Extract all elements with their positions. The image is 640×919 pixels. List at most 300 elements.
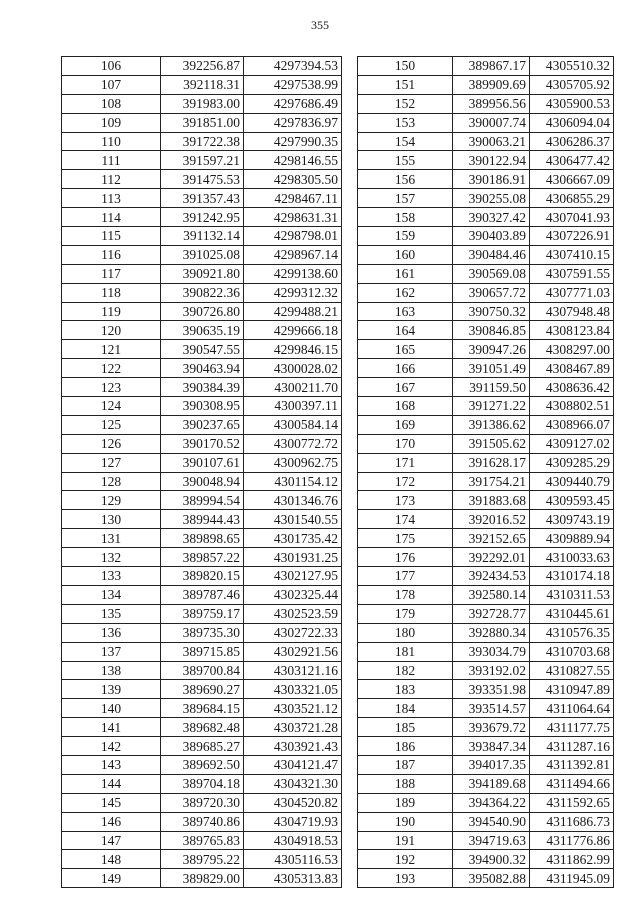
x-coordinate: 392152.65 <box>453 529 530 548</box>
table-row <box>62 831 342 850</box>
point-number: 124 <box>62 397 161 416</box>
point-number: 127 <box>62 453 161 472</box>
y-coordinate: 4311862.99 <box>530 850 614 869</box>
x-coordinate: 390237.65 <box>161 415 244 434</box>
point-number: 140 <box>62 699 161 718</box>
x-coordinate: 390007.74 <box>453 113 530 132</box>
point-number: 174 <box>358 510 453 529</box>
x-coordinate: 392256.87 <box>161 57 244 76</box>
x-coordinate: 389994.54 <box>161 491 244 510</box>
table-row <box>62 245 342 264</box>
table-row <box>358 604 614 623</box>
table-row <box>358 151 614 170</box>
y-coordinate: 4297836.97 <box>244 113 342 132</box>
table-row <box>358 170 614 189</box>
table-row <box>358 699 614 718</box>
x-coordinate: 389692.50 <box>161 755 244 774</box>
y-coordinate: 4305900.53 <box>530 94 614 113</box>
y-coordinate: 4303121.16 <box>244 661 342 680</box>
x-coordinate: 392880.34 <box>453 623 530 642</box>
table-row <box>62 812 342 831</box>
x-coordinate: 391475.53 <box>161 170 244 189</box>
table-row <box>358 718 614 737</box>
x-coordinate: 391628.17 <box>453 453 530 472</box>
x-coordinate: 389820.15 <box>161 567 244 586</box>
point-number: 107 <box>62 75 161 94</box>
table-row <box>358 283 614 302</box>
x-coordinate: 390308.95 <box>161 397 244 416</box>
point-number: 157 <box>358 189 453 208</box>
x-coordinate: 389715.85 <box>161 642 244 661</box>
table-row <box>358 208 614 227</box>
table-row <box>358 378 614 397</box>
point-number: 175 <box>358 529 453 548</box>
x-coordinate: 390463.94 <box>161 359 244 378</box>
point-number: 181 <box>358 642 453 661</box>
point-number: 159 <box>358 227 453 246</box>
point-number: 115 <box>62 227 161 246</box>
x-coordinate: 389944.43 <box>161 510 244 529</box>
y-coordinate: 4308802.51 <box>530 397 614 416</box>
y-coordinate: 4301346.76 <box>244 491 342 510</box>
table-row <box>358 227 614 246</box>
table-row <box>358 755 614 774</box>
point-number: 126 <box>62 434 161 453</box>
x-coordinate: 391051.49 <box>453 359 530 378</box>
x-coordinate: 394900.32 <box>453 850 530 869</box>
x-coordinate: 390403.89 <box>453 227 530 246</box>
table-row <box>358 453 614 472</box>
y-coordinate: 4302523.59 <box>244 604 342 623</box>
y-coordinate: 4305705.92 <box>530 75 614 94</box>
x-coordinate: 389857.22 <box>161 548 244 567</box>
x-coordinate: 389759.17 <box>161 604 244 623</box>
y-coordinate: 4299666.18 <box>244 321 342 340</box>
x-coordinate: 389867.17 <box>453 57 530 76</box>
x-coordinate: 391505.62 <box>453 434 530 453</box>
table-row <box>62 642 342 661</box>
x-coordinate: 390569.08 <box>453 264 530 283</box>
point-number: 143 <box>62 755 161 774</box>
table-row <box>62 755 342 774</box>
point-number: 130 <box>62 510 161 529</box>
point-number: 122 <box>62 359 161 378</box>
point-number: 112 <box>62 170 161 189</box>
y-coordinate: 4309593.45 <box>530 491 614 510</box>
x-coordinate: 389795.22 <box>161 850 244 869</box>
x-coordinate: 390255.08 <box>453 189 530 208</box>
x-coordinate: 389700.84 <box>161 661 244 680</box>
table-row <box>62 680 342 699</box>
x-coordinate: 390822.36 <box>161 283 244 302</box>
point-number: 117 <box>62 264 161 283</box>
table-row <box>62 75 342 94</box>
point-number: 147 <box>62 831 161 850</box>
point-number: 110 <box>62 132 161 151</box>
point-number: 144 <box>62 774 161 793</box>
x-coordinate: 391357.43 <box>161 189 244 208</box>
y-coordinate: 4306855.29 <box>530 189 614 208</box>
table-row <box>62 453 342 472</box>
x-coordinate: 394540.90 <box>453 812 530 831</box>
y-coordinate: 4302127.95 <box>244 567 342 586</box>
y-coordinate: 4308636.42 <box>530 378 614 397</box>
x-coordinate: 392434.53 <box>453 567 530 586</box>
y-coordinate: 4311592.65 <box>530 793 614 812</box>
x-coordinate: 393351.98 <box>453 680 530 699</box>
y-coordinate: 4311287.16 <box>530 737 614 756</box>
x-coordinate: 389735.30 <box>161 623 244 642</box>
point-number: 168 <box>358 397 453 416</box>
x-coordinate: 390384.39 <box>161 378 244 397</box>
table-row <box>358 793 614 812</box>
table-row <box>62 604 342 623</box>
point-number: 186 <box>358 737 453 756</box>
x-coordinate: 394017.35 <box>453 755 530 774</box>
x-coordinate: 390846.85 <box>453 321 530 340</box>
y-coordinate: 4308467.89 <box>530 359 614 378</box>
table-row <box>358 585 614 604</box>
table-row <box>62 283 342 302</box>
table-row <box>62 661 342 680</box>
y-coordinate: 4307226.91 <box>530 227 614 246</box>
y-coordinate: 4308966.07 <box>530 415 614 434</box>
point-number: 163 <box>358 302 453 321</box>
point-number: 176 <box>358 548 453 567</box>
x-coordinate: 394364.22 <box>453 793 530 812</box>
table-row <box>62 359 342 378</box>
point-number: 111 <box>62 151 161 170</box>
point-number: 162 <box>358 283 453 302</box>
y-coordinate: 4305116.53 <box>244 850 342 869</box>
table-row <box>62 472 342 491</box>
y-coordinate: 4310174.18 <box>530 567 614 586</box>
y-coordinate: 4306094.04 <box>530 113 614 132</box>
table-row <box>358 529 614 548</box>
x-coordinate: 391386.62 <box>453 415 530 434</box>
table-row <box>358 548 614 567</box>
point-number: 187 <box>358 755 453 774</box>
y-coordinate: 4307410.15 <box>530 245 614 264</box>
point-number: 152 <box>358 94 453 113</box>
x-coordinate: 389685.27 <box>161 737 244 756</box>
point-number: 190 <box>358 812 453 831</box>
table-row <box>358 75 614 94</box>
table-row <box>62 321 342 340</box>
x-coordinate: 390122.94 <box>453 151 530 170</box>
point-number: 113 <box>62 189 161 208</box>
table-row <box>62 151 342 170</box>
x-coordinate: 393679.72 <box>453 718 530 737</box>
point-number: 153 <box>358 113 453 132</box>
point-number: 116 <box>62 245 161 264</box>
x-coordinate: 391754.21 <box>453 472 530 491</box>
table-row <box>358 831 614 850</box>
table-row <box>358 472 614 491</box>
point-number: 177 <box>358 567 453 586</box>
table-row <box>62 434 342 453</box>
y-coordinate: 4306477.42 <box>530 151 614 170</box>
y-coordinate: 4302921.56 <box>244 642 342 661</box>
point-number: 180 <box>358 623 453 642</box>
x-coordinate: 390327.42 <box>453 208 530 227</box>
x-coordinate: 390107.61 <box>161 453 244 472</box>
table-row <box>358 680 614 699</box>
y-coordinate: 4307771.03 <box>530 283 614 302</box>
table-row <box>358 113 614 132</box>
table-row <box>62 737 342 756</box>
point-number: 139 <box>62 680 161 699</box>
point-number: 192 <box>358 850 453 869</box>
y-coordinate: 4298146.55 <box>244 151 342 170</box>
y-coordinate: 4309743.19 <box>530 510 614 529</box>
y-coordinate: 4307041.93 <box>530 208 614 227</box>
x-coordinate: 390484.46 <box>453 245 530 264</box>
x-coordinate: 389898.65 <box>161 529 244 548</box>
y-coordinate: 4304719.93 <box>244 812 342 831</box>
x-coordinate: 391722.38 <box>161 132 244 151</box>
y-coordinate: 4300962.75 <box>244 453 342 472</box>
table-row <box>358 302 614 321</box>
y-coordinate: 4300211.70 <box>244 378 342 397</box>
y-coordinate: 4302722.33 <box>244 623 342 642</box>
point-number: 184 <box>358 699 453 718</box>
y-coordinate: 4310947.89 <box>530 680 614 699</box>
point-number: 154 <box>358 132 453 151</box>
point-number: 156 <box>358 170 453 189</box>
table-row <box>358 189 614 208</box>
x-coordinate: 393192.02 <box>453 661 530 680</box>
table-row <box>358 359 614 378</box>
x-coordinate: 390750.32 <box>453 302 530 321</box>
point-number: 125 <box>62 415 161 434</box>
x-coordinate: 391025.08 <box>161 245 244 264</box>
coordinates-table-left <box>61 56 342 888</box>
table-row <box>358 623 614 642</box>
x-coordinate: 392580.14 <box>453 585 530 604</box>
table-row <box>358 340 614 359</box>
point-number: 183 <box>358 680 453 699</box>
y-coordinate: 4310033.63 <box>530 548 614 567</box>
point-number: 121 <box>62 340 161 359</box>
table-row <box>62 94 342 113</box>
y-coordinate: 4306667.09 <box>530 170 614 189</box>
point-number: 146 <box>62 812 161 831</box>
table-row <box>358 57 614 76</box>
y-coordinate: 4302325.44 <box>244 585 342 604</box>
y-coordinate: 4298798.01 <box>244 227 342 246</box>
x-coordinate: 390547.55 <box>161 340 244 359</box>
point-number: 193 <box>358 869 453 888</box>
table-row <box>62 585 342 604</box>
table-row <box>358 434 614 453</box>
y-coordinate: 4308297.00 <box>530 340 614 359</box>
x-coordinate: 392728.77 <box>453 604 530 623</box>
table-row <box>62 869 342 888</box>
point-number: 119 <box>62 302 161 321</box>
point-number: 178 <box>358 585 453 604</box>
y-coordinate: 4305313.83 <box>244 869 342 888</box>
x-coordinate: 390048.94 <box>161 472 244 491</box>
table-row <box>62 397 342 416</box>
table-row <box>62 548 342 567</box>
y-coordinate: 4299846.15 <box>244 340 342 359</box>
y-coordinate: 4309440.79 <box>530 472 614 491</box>
y-coordinate: 4300028.02 <box>244 359 342 378</box>
x-coordinate: 390921.80 <box>161 264 244 283</box>
table-row <box>358 397 614 416</box>
table-row <box>358 850 614 869</box>
x-coordinate: 392016.52 <box>453 510 530 529</box>
y-coordinate: 4303921.43 <box>244 737 342 756</box>
point-number: 173 <box>358 491 453 510</box>
x-coordinate: 389740.86 <box>161 812 244 831</box>
x-coordinate: 390063.21 <box>453 132 530 151</box>
point-number: 131 <box>62 529 161 548</box>
table-row <box>62 793 342 812</box>
y-coordinate: 4311945.09 <box>530 869 614 888</box>
table-row <box>358 415 614 434</box>
x-coordinate: 390726.80 <box>161 302 244 321</box>
table-row <box>358 510 614 529</box>
table-row <box>62 227 342 246</box>
point-number: 164 <box>358 321 453 340</box>
y-coordinate: 4310703.68 <box>530 642 614 661</box>
point-number: 169 <box>358 415 453 434</box>
y-coordinate: 4303721.28 <box>244 718 342 737</box>
x-coordinate: 390657.72 <box>453 283 530 302</box>
y-coordinate: 4297686.49 <box>244 94 342 113</box>
table-row <box>358 737 614 756</box>
table-row <box>62 302 342 321</box>
y-coordinate: 4306286.37 <box>530 132 614 151</box>
table-row <box>62 113 342 132</box>
table-row <box>358 94 614 113</box>
y-coordinate: 4310827.55 <box>530 661 614 680</box>
x-coordinate: 391597.21 <box>161 151 244 170</box>
point-number: 136 <box>62 623 161 642</box>
table-row <box>358 661 614 680</box>
y-coordinate: 4311686.73 <box>530 812 614 831</box>
y-coordinate: 4311177.75 <box>530 718 614 737</box>
y-coordinate: 4310445.61 <box>530 604 614 623</box>
y-coordinate: 4310576.35 <box>530 623 614 642</box>
point-number: 182 <box>358 661 453 680</box>
x-coordinate: 395082.88 <box>453 869 530 888</box>
x-coordinate: 389829.00 <box>161 869 244 888</box>
point-number: 172 <box>358 472 453 491</box>
point-number: 120 <box>62 321 161 340</box>
table-row <box>358 132 614 151</box>
y-coordinate: 4308123.84 <box>530 321 614 340</box>
x-coordinate: 389704.18 <box>161 774 244 793</box>
x-coordinate: 390186.91 <box>453 170 530 189</box>
y-coordinate: 4309127.02 <box>530 434 614 453</box>
y-coordinate: 4303521.12 <box>244 699 342 718</box>
point-number: 170 <box>358 434 453 453</box>
table-row <box>358 264 614 283</box>
point-number: 151 <box>358 75 453 94</box>
x-coordinate: 394189.68 <box>453 774 530 793</box>
y-coordinate: 4301931.25 <box>244 548 342 567</box>
y-coordinate: 4304321.30 <box>244 774 342 793</box>
point-number: 188 <box>358 774 453 793</box>
x-coordinate: 394719.63 <box>453 831 530 850</box>
table-row <box>62 378 342 397</box>
y-coordinate: 4299138.60 <box>244 264 342 283</box>
x-coordinate: 390947.26 <box>453 340 530 359</box>
x-coordinate: 391883.68 <box>453 491 530 510</box>
y-coordinate: 4305510.32 <box>530 57 614 76</box>
point-number: 165 <box>358 340 453 359</box>
table-row <box>358 567 614 586</box>
point-number: 129 <box>62 491 161 510</box>
table-row <box>358 491 614 510</box>
y-coordinate: 4297394.53 <box>244 57 342 76</box>
point-number: 142 <box>62 737 161 756</box>
y-coordinate: 4309889.94 <box>530 529 614 548</box>
y-coordinate: 4310311.53 <box>530 585 614 604</box>
y-coordinate: 4311776.86 <box>530 831 614 850</box>
table-row <box>62 699 342 718</box>
table-row <box>62 415 342 434</box>
x-coordinate: 389720.30 <box>161 793 244 812</box>
point-number: 133 <box>62 567 161 586</box>
y-coordinate: 4301540.55 <box>244 510 342 529</box>
point-number: 185 <box>358 718 453 737</box>
point-number: 132 <box>62 548 161 567</box>
point-number: 137 <box>62 642 161 661</box>
page-number: 355 <box>311 18 329 32</box>
x-coordinate: 389684.15 <box>161 699 244 718</box>
x-coordinate: 389690.27 <box>161 680 244 699</box>
x-coordinate: 392118.31 <box>161 75 244 94</box>
point-number: 171 <box>358 453 453 472</box>
y-coordinate: 4304121.47 <box>244 755 342 774</box>
y-coordinate: 4303321.05 <box>244 680 342 699</box>
point-number: 118 <box>62 283 161 302</box>
table-row <box>62 264 342 283</box>
x-coordinate: 390170.52 <box>161 434 244 453</box>
table-row <box>62 529 342 548</box>
y-coordinate: 4304918.53 <box>244 831 342 850</box>
x-coordinate: 391132.14 <box>161 227 244 246</box>
y-coordinate: 4297990.35 <box>244 132 342 151</box>
point-number: 138 <box>62 661 161 680</box>
table-row <box>62 189 342 208</box>
y-coordinate: 4304520.82 <box>244 793 342 812</box>
y-coordinate: 4300584.14 <box>244 415 342 434</box>
point-number: 135 <box>62 604 161 623</box>
point-number: 160 <box>358 245 453 264</box>
y-coordinate: 4300772.72 <box>244 434 342 453</box>
y-coordinate: 4307591.55 <box>530 264 614 283</box>
table-row <box>358 812 614 831</box>
table-row <box>62 340 342 359</box>
x-coordinate: 389682.48 <box>161 718 244 737</box>
y-coordinate: 4298631.31 <box>244 208 342 227</box>
point-number: 123 <box>62 378 161 397</box>
point-number: 158 <box>358 208 453 227</box>
y-coordinate: 4311392.81 <box>530 755 614 774</box>
point-number: 148 <box>62 850 161 869</box>
y-coordinate: 4297538.99 <box>244 75 342 94</box>
point-number: 149 <box>62 869 161 888</box>
y-coordinate: 4301735.42 <box>244 529 342 548</box>
table-row <box>62 850 342 869</box>
point-number: 106 <box>62 57 161 76</box>
y-coordinate: 4311064.64 <box>530 699 614 718</box>
